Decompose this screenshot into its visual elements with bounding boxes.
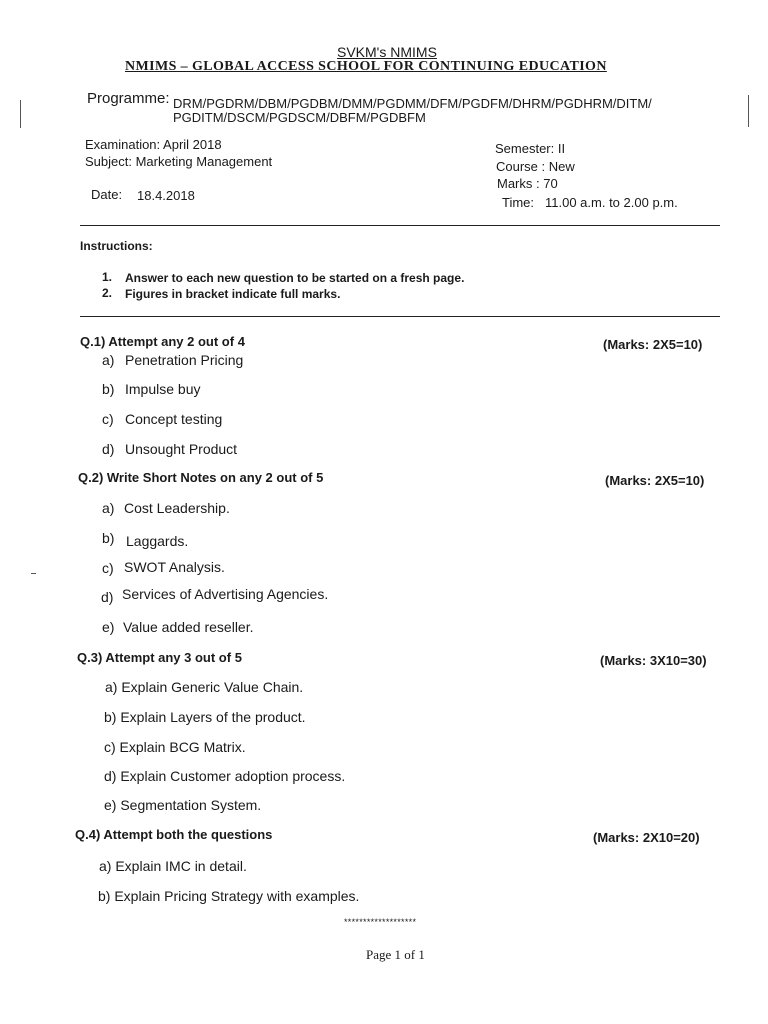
time-value: 11.00 a.m. to 2.00 p.m. (545, 195, 678, 210)
q3-marks: (Marks: 3X10=30) (600, 653, 707, 668)
q2-title: Q.2) Write Short Notes on any 2 out of 5 (78, 470, 324, 485)
q1-item-b-text: Impulse buy (125, 381, 201, 397)
course: Course : New (496, 159, 575, 174)
q2-item-e-text: Value added reseller. (123, 619, 254, 635)
q2-item-a-text: Cost Leadership. (124, 500, 230, 516)
q3-item-e: e) Segmentation System. (104, 797, 262, 813)
instructions-heading: Instructions: (80, 239, 153, 253)
instruction-2-text: Figures in bracket indicate full marks. (125, 287, 341, 301)
date-label: Date: (91, 187, 123, 202)
school-name: NMIMS – GLOBAL ACCESS SCHOOL FOR CONTINUING EDUCATION (125, 59, 607, 74)
scan-mark-left (20, 100, 21, 128)
q3-item-b: b) Explain Layers of the product. (104, 709, 306, 725)
q2-item-e-letter: e) (102, 619, 115, 635)
q2-item-d-text: Services of Advertising Agencies. (122, 586, 329, 602)
q3-item-c: c) Explain BCG Matrix. (104, 739, 246, 755)
programme-line-2: PGDITM/DSCM/PGDSCM/DBFM/PGDBFM (173, 110, 426, 125)
divider-instructions (80, 316, 720, 317)
q4-marks: (Marks: 2X10=20) (593, 830, 700, 845)
programme-line-1: DRM/PGDRM/DBM/PGDBM/DMM/PGDMM/DFM/PGDFM/DHRM/PGDHRM/DITM/ (173, 96, 652, 111)
examination: Examination: April 2018 (85, 137, 222, 152)
instruction-1-text: Answer to each new question to be started on a fresh page. (125, 271, 465, 285)
q2-item-b-text: Laggards. (126, 533, 189, 549)
end-stars: ******************* (344, 917, 417, 927)
q2-item-b-letter: b) (102, 530, 115, 546)
q1-item-a-text: Penetration Pricing (125, 352, 244, 368)
q1-item-d-letter: d) (102, 441, 115, 457)
scan-mark-dash (31, 573, 36, 574)
q2-marks: (Marks: 2X5=10) (605, 473, 705, 488)
q2-item-d-letter: d) (101, 589, 114, 605)
q3-item-a: a) Explain Generic Value Chain. (105, 679, 304, 695)
q4-title: Q.4) Attempt both the questions (75, 827, 273, 842)
q4-item-b: b) Explain Pricing Strategy with examples. (98, 888, 360, 904)
q4-item-a: a) Explain IMC in detail. (99, 858, 247, 874)
scan-mark-right (748, 95, 749, 127)
org-name: SVKM's NMIMS (337, 44, 437, 60)
q1-item-c-letter: c) (102, 411, 114, 427)
divider-top (80, 225, 720, 226)
semester: Semester: II (495, 141, 566, 156)
q2-item-c-letter: c) (102, 560, 114, 576)
programme-label: Programme: (87, 90, 170, 107)
q1-title: Q.1) Attempt any 2 out of 4 (80, 334, 245, 349)
q2-item-a-letter: a) (102, 500, 115, 516)
instruction-2-num: 2. (102, 286, 113, 300)
q1-marks: (Marks: 2X5=10) (603, 337, 703, 352)
q1-item-d-text: Unsought Product (125, 441, 238, 457)
q3-item-d: d) Explain Customer adoption process. (104, 768, 346, 784)
page-number: Page 1 of 1 (366, 947, 425, 962)
instruction-1-num: 1. (102, 270, 113, 284)
q1-item-a-letter: a) (102, 352, 115, 368)
subject: Subject: Marketing Management (85, 154, 273, 169)
time-label: Time: (502, 195, 535, 210)
q2-item-c-text: SWOT Analysis. (124, 559, 225, 575)
date-value: 18.4.2018 (137, 188, 195, 203)
marks-total: Marks : 70 (497, 176, 558, 191)
q3-title: Q.3) Attempt any 3 out of 5 (77, 650, 242, 665)
q1-item-b-letter: b) (102, 381, 115, 397)
q1-item-c-text: Concept testing (125, 411, 223, 427)
